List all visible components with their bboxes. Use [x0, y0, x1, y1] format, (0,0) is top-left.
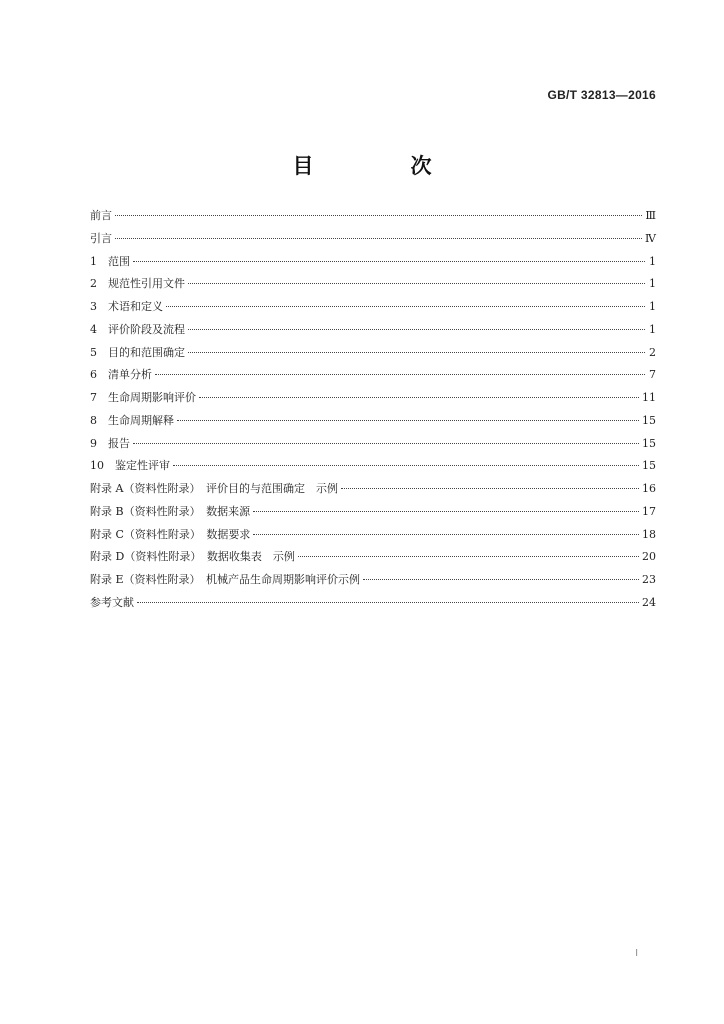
dot-leader [166, 306, 645, 307]
dot-leader [155, 374, 645, 375]
toc-entry-label: 引言 [90, 231, 112, 245]
toc-entry-label: 4 评价阶段及流程 [90, 322, 185, 336]
toc-entry[interactable] [90, 389, 656, 412]
toc-entry-page: 7 [649, 368, 656, 382]
toc-entry[interactable] [90, 526, 656, 549]
toc-entry[interactable] [90, 503, 656, 526]
toc-entry[interactable] [90, 207, 656, 230]
toc-entry-page: 1 [649, 277, 656, 291]
toc-entry[interactable] [90, 571, 656, 594]
dot-leader [199, 397, 639, 398]
toc-entry[interactable] [90, 253, 656, 276]
toc-entry[interactable] [90, 548, 656, 571]
toc-entry-label: 附录 A（资料性附录） 评价目的与范围确定 示例 [90, 482, 338, 495]
dot-leader [188, 283, 645, 284]
toc-entry-page: 1 [649, 300, 656, 313]
toc-entry-page: 23 [642, 573, 656, 586]
toc-entry-label: 参考文献 [90, 595, 134, 609]
toc-entry[interactable] [90, 321, 656, 344]
toc-entry-label: 1 范围 [90, 254, 130, 268]
toc-entry-page: 24 [642, 595, 656, 609]
toc-entry-label: 3 术语和定义 [90, 300, 163, 313]
toc-entry-page: Ⅲ [645, 209, 656, 222]
page-title: 目 次 [292, 153, 470, 178]
toc-entry-page: Ⅳ [645, 231, 656, 245]
dot-leader [177, 420, 639, 421]
dot-leader [341, 488, 639, 489]
toc-entry-page: 20 [642, 550, 656, 564]
dot-leader [115, 238, 642, 239]
toc-entry-page: 16 [642, 482, 656, 495]
dot-leader [133, 261, 645, 262]
toc-entry-label: 6 清单分析 [90, 368, 152, 382]
dot-leader [253, 511, 639, 512]
toc-entry-label: 10 鉴定性评审 [90, 459, 170, 473]
toc-entry-label: 前言 [90, 209, 112, 222]
toc-entry[interactable] [90, 594, 656, 617]
toc-entry-page: 17 [642, 504, 656, 518]
toc-entry-page: 15 [642, 459, 656, 473]
toc-entry-page: 15 [642, 413, 656, 427]
toc-entry-label: 8 生命周期解释 [90, 413, 174, 427]
dot-leader [188, 352, 645, 353]
toc-entry[interactable] [90, 435, 656, 458]
toc-entry-label: 5 目的和范围确定 [90, 345, 185, 359]
toc-entry[interactable] [90, 275, 656, 298]
standard-number: GB/T 32813—2016 [547, 88, 656, 102]
dot-leader [253, 534, 639, 535]
toc-entry[interactable] [90, 298, 656, 321]
dot-leader [173, 465, 639, 466]
dot-leader [115, 215, 642, 216]
toc-entry[interactable] [90, 480, 656, 503]
toc-entry[interactable] [90, 230, 656, 253]
toc-entry-label: 附录 E（资料性附录） 机械产品生命周期影响评价示例 [90, 573, 361, 586]
toc-entry-label: 附录 C（资料性附录） 数据要求 [90, 527, 251, 541]
toc-entry-label: 9 报告 [90, 436, 130, 450]
page-number: I [635, 948, 638, 959]
dot-leader [133, 443, 639, 444]
toc-entry-page: 18 [642, 527, 656, 541]
toc-entry-page: 15 [642, 436, 656, 450]
toc-entry[interactable] [90, 366, 656, 389]
toc-entry[interactable] [90, 457, 656, 480]
toc-entry-page: 1 [649, 254, 656, 268]
toc-entry-page: 11 [642, 391, 656, 404]
dot-leader [298, 556, 639, 557]
toc-entry[interactable] [90, 344, 656, 367]
toc-entry-page: 1 [649, 322, 656, 336]
toc-entry-label: 7 生命周期影响评价 [90, 391, 196, 404]
toc-entry-label: 附录 D（资料性附录） 数据收集表 示例 [90, 550, 295, 564]
dot-leader [137, 602, 639, 603]
table-of-contents [90, 207, 656, 617]
toc-entry-page: 2 [649, 345, 656, 359]
toc-entry-label: 附录 B（资料性附录） 数据来源 [90, 504, 251, 518]
toc-entry-label: 2 规范性引用文件 [90, 277, 185, 291]
dot-leader [188, 329, 645, 330]
dot-leader [363, 579, 639, 580]
toc-entry[interactable] [90, 412, 656, 435]
